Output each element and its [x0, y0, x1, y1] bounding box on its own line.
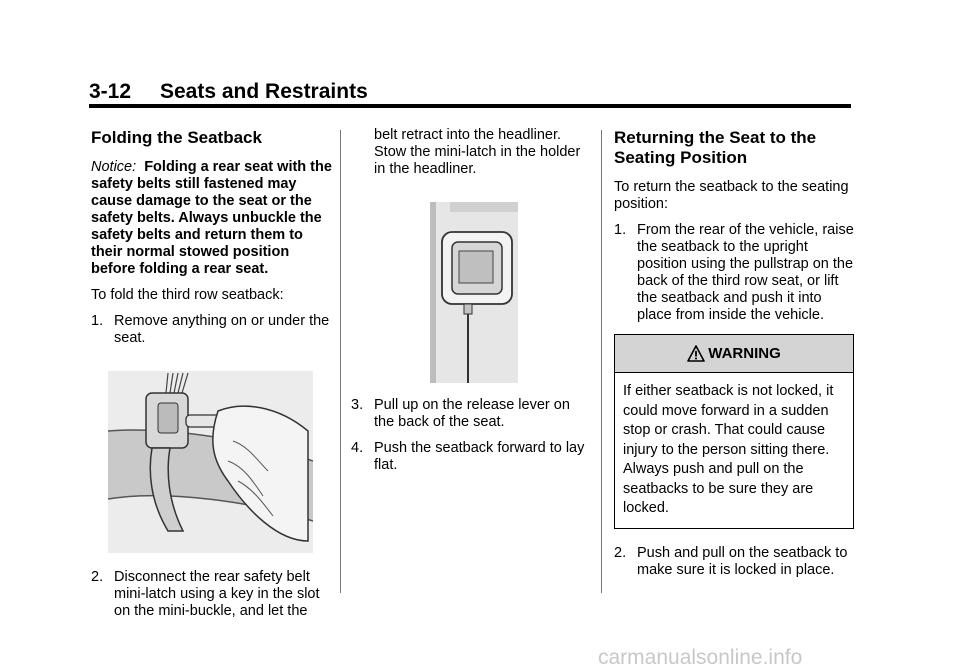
step-text: Disconnect the rear safety belt mini-latch using a key in the slot on the mini-buckle, and let the [114, 569, 320, 619]
section-title: Seats and Restraints [160, 80, 368, 103]
warning-box [614, 334, 854, 529]
header-rule [89, 104, 851, 108]
step-number: 2. [614, 544, 627, 561]
warning-icon [687, 345, 705, 362]
heading-folding-seatback: Folding the Seatback [91, 128, 262, 147]
column-left [91, 128, 336, 629]
column-divider-2 [601, 130, 602, 593]
seatbelt-latch-illustration [108, 371, 313, 553]
step-4 [351, 440, 591, 474]
step-number: 3. [351, 397, 364, 413]
column-divider-1 [340, 130, 341, 593]
headliner-holder-illustration [430, 202, 518, 383]
intro-text: To fold the third row seatback: [91, 287, 284, 303]
step-number: 4. [351, 440, 364, 456]
step-3 [351, 397, 591, 431]
step-number: 1. [91, 313, 104, 329]
warning-text: If either seatback is not locked, it could move forward in a sudden stop or crash. That could cause injury to the person sitting there. Always push and pull on the seatbacks to be sure they are locked. [623, 383, 834, 516]
column-right [614, 128, 854, 588]
step-text: Remove anything on or under the seat. [114, 313, 330, 346]
step-2 [614, 545, 854, 579]
watermark: carmanualsonline.info [598, 646, 803, 669]
step-text: From the rear of the vehicle, raise the seatback to the upright position using the pullstrap on the back of the third row seat, or lift the seatback and push it into place from inside the vehicle. [637, 222, 854, 323]
step-text: Pull up on the release lever on the back of the seat. [374, 397, 570, 430]
page-header [89, 80, 851, 106]
notice-paragraph [91, 159, 336, 278]
column-middle [351, 127, 591, 483]
step-number: 2. [91, 569, 104, 585]
step-number: 1. [614, 222, 627, 238]
page-number: 3-12 [89, 80, 132, 103]
step-1 [614, 222, 854, 324]
intro-text: To return the seatback to the seating position: [614, 179, 849, 212]
step-text: Push the seatback forward to lay flat. [374, 440, 585, 473]
step-1 [91, 313, 336, 347]
step-text: Push and pull on the seatback to make sure it is locked in place. [637, 544, 848, 578]
warning-title: WARNING [708, 345, 781, 362]
warning-header [615, 335, 853, 373]
heading-returning-seat: Returning the Seat to the Seating Position [614, 128, 817, 167]
step-2 [91, 569, 336, 620]
notice-label: Notice: [91, 159, 137, 175]
notice-text: Folding a rear seat with the safety belts still fastened may cause damage to the seat or the safety belts. Always unbuckle the safety belts and return them to their normal stowed position before folding a rear seat. [91, 159, 332, 277]
continuation-text: belt retract into the headliner. Stow the mini-latch in the holder in the headliner. [374, 127, 581, 177]
